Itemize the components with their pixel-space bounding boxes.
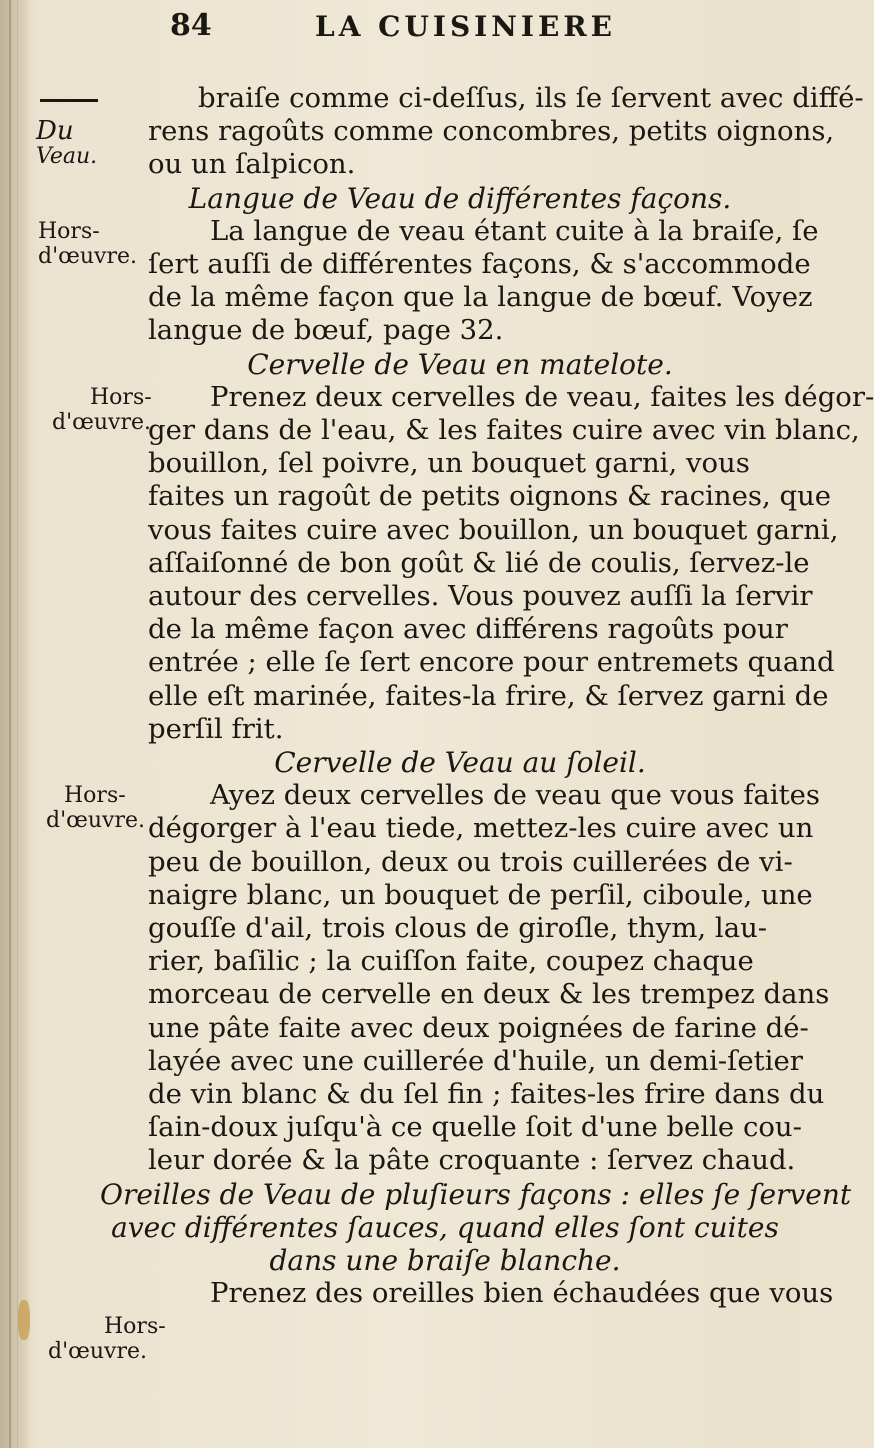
- section-title: Cervelle de Veau au ſoleil.: [274, 746, 646, 779]
- side-note-line: Veau.: [36, 144, 98, 170]
- left-edge-line-inner: [17, 0, 18, 1448]
- text-line: perſil frit.: [148, 712, 284, 745]
- section-title: Langue de Veau de différentes façons.: [188, 181, 732, 215]
- text-line: de vin blanc & du ſel fin ; faites-les frire dans du: [148, 1078, 825, 1110]
- text-line: Prenez deux cervelles de veau, faites les dégor-: [210, 380, 874, 413]
- text-line: rier, baſilic ; la cuiſſon faite, coupez chaque: [148, 945, 754, 978]
- header-rule: [40, 99, 98, 102]
- text-line: bouillon, ſel poivre, un bouquet garni, vous: [148, 447, 750, 480]
- side-note-hors-oeuvre-3: [46, 783, 158, 833]
- text-line: une pâte faite avec deux poignées de farine dé-: [148, 1011, 809, 1044]
- text-line: rens ragoûts comme concombres, petits oignons,: [148, 115, 835, 148]
- text-line: peu de bouillon, deux ou trois cuillerées de vi-: [148, 845, 793, 878]
- side-note-line: Hors-: [90, 384, 152, 410]
- text-line: leur dorée & la pâte croquante : ſervez chaud.: [148, 1144, 796, 1177]
- text-line: ſain-doux juſqu'à ce quelle ſoit d'une belle cou-: [148, 1111, 802, 1144]
- text-line: braiſe comme ci-deſſus, ils ſe ſervent avec diffé-: [198, 82, 864, 114]
- side-note-line: d'œuvre.: [48, 1339, 148, 1365]
- side-note-line: d'œuvre.: [46, 808, 146, 834]
- text-line: de la même façon que la langue de bœuf. Voyez: [148, 281, 813, 314]
- side-note-line: d'œuvre.: [52, 409, 152, 435]
- side-note-line: d'œuvre.: [38, 243, 138, 269]
- side-note-line: Hors-: [64, 783, 126, 809]
- text-line: ſert auſſi de différentes façons, & s'accommode: [148, 248, 811, 280]
- running-head: LA CUISINIERE: [315, 10, 616, 43]
- text-line: langue de bœuf, page 32.: [148, 314, 504, 347]
- paper-stain: [18, 1300, 30, 1340]
- text-line: entrée ; elle ſe ſert encore pour entremets quand: [148, 646, 835, 679]
- text-line: vous faites cuire avec bouillon, un bouquet garni,: [148, 513, 839, 546]
- page-gutter: [0, 0, 30, 1448]
- text-line: aſſaiſonné de bon goût & lié de coulis, ſervez-le: [148, 546, 810, 579]
- text-line: ou un ſalpicon.: [148, 148, 356, 181]
- side-note-line: Du: [36, 116, 74, 147]
- text-line: faites un ragoût de petits oignons & racines, que: [148, 480, 832, 513]
- side-note-line: Hors-: [104, 1314, 166, 1340]
- section-title: Oreilles de Veau de pluſieurs façons : elles ſe ſervent: [100, 1177, 852, 1211]
- text-line: naigre blanc, un bouquet de perſil, ciboule, une: [148, 878, 813, 911]
- section-title: avec différentes ſauces, quand elles ſont cuites: [111, 1210, 779, 1244]
- text-line: Ayez deux cervelles de veau que vous faites: [210, 779, 821, 812]
- section-title: Cervelle de Veau en matelote.: [247, 347, 673, 381]
- text-line: gouſſe d'ail, trois clous de giroſle, thym, lau-: [148, 912, 768, 944]
- side-note-hors-oeuvre-1: [38, 219, 150, 269]
- text-line: La langue de veau étant cuite à la braiſe, ſe: [210, 214, 819, 247]
- text-line: dégorger à l'eau tiede, mettez-les cuire avec un: [148, 812, 814, 845]
- side-note-line: Hors-: [38, 218, 100, 244]
- side-note-hors-oeuvre-4: [48, 1314, 166, 1365]
- text-line: Prenez des oreilles bien échaudées que vous: [210, 1277, 834, 1310]
- text-line: elle eſt marinée, faites-la frire, & ſervez garni de: [148, 679, 829, 712]
- text-line: ger dans de l'eau, & les faites cuire avec vin blanc,: [148, 414, 860, 446]
- text-line: autour des cervelles. Vous pouvez auſſi la ſervir: [148, 580, 813, 612]
- text-line: de la même façon avec différens ragoûts pour: [148, 613, 788, 646]
- text-line: layée avec une cuillerée d'huile, un demi-ſetier: [148, 1044, 803, 1077]
- side-note-du-veau: [36, 116, 148, 170]
- text-line: morceau de cervelle en deux & les trempez dans: [148, 978, 830, 1011]
- page-number: 84: [170, 8, 212, 43]
- left-edge-line: [9, 0, 11, 1448]
- section-title: dans une braiſe blanche.: [269, 1244, 621, 1277]
